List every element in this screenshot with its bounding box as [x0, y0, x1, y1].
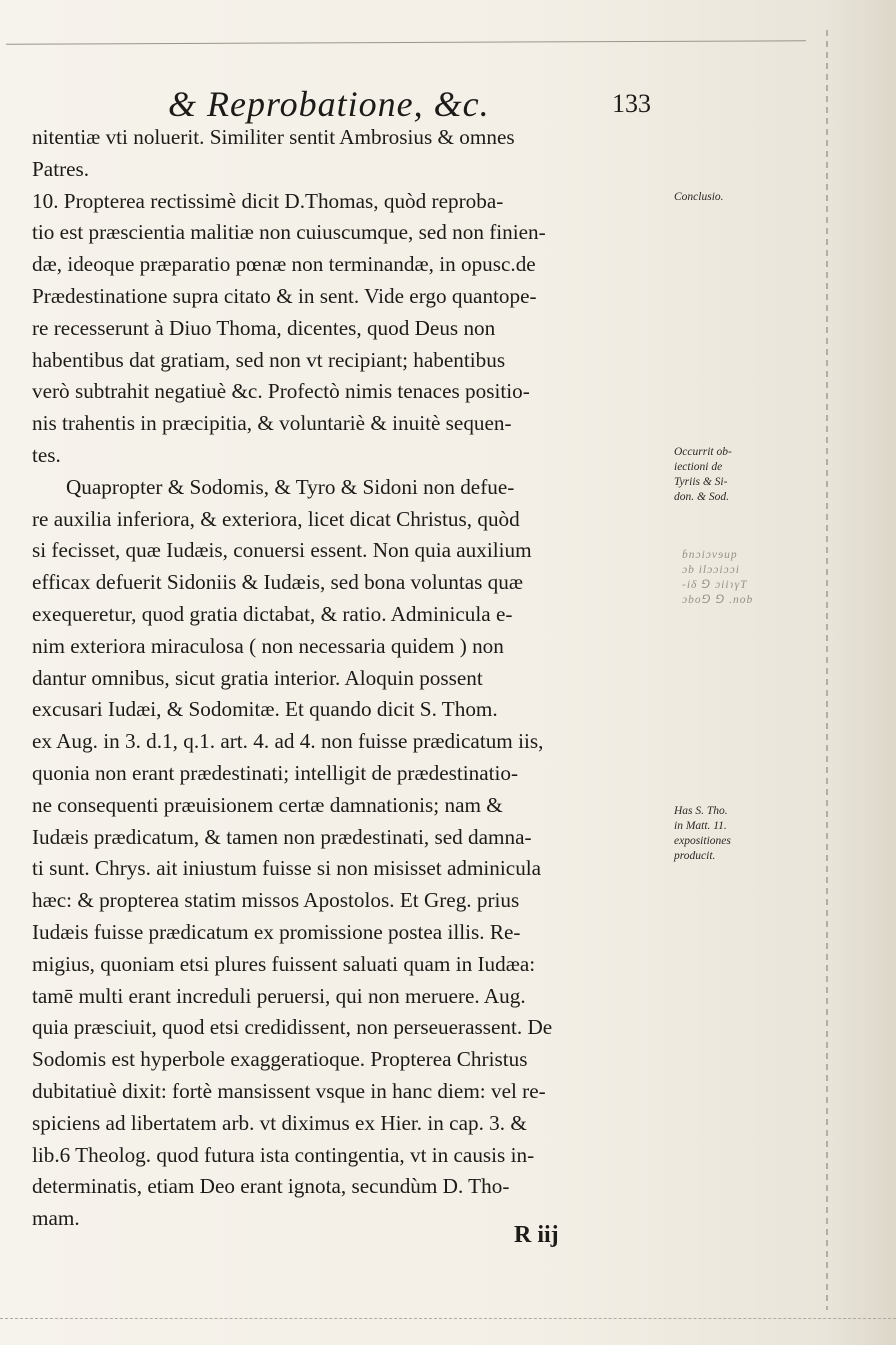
text-line: re auxilia inferiora, & exteriora, licet dicat Christus, quòd — [32, 506, 520, 531]
text-line: nis trahentis in præcipitia, & voluntariè & inuitè sequen- — [32, 411, 512, 436]
text-line: 10. Propterea rectissimè dicit D.Thomas, quòd reproba- — [32, 188, 504, 213]
signature-mark: R iij — [514, 1222, 559, 1248]
margin-note-line: ɔbo⅁ ⅁ .nob — [682, 594, 754, 606]
margin-note-line: expositiones — [674, 835, 731, 847]
text-line: determinatis, etiam Deo erant ignota, secundùm D. Tho- — [32, 1174, 510, 1199]
text-line: dubitatiuè dixit: fortè mansissent vsque in hanc diem: vel re- — [32, 1078, 546, 1103]
margin-note-line: Conclusio. — [674, 191, 724, 203]
text-line: spiciens ad libertatem arb. vt diximus ex Hier. in cap. 3. & — [32, 1110, 527, 1135]
running-head: & Reprobatione, &c. — [168, 84, 490, 124]
margin-note-conclusio — [674, 190, 802, 205]
margin-note-line: -iδ ⅁ ɔiiɿγT — [682, 579, 748, 591]
margin-note-line: producit. — [674, 850, 716, 862]
text-line: ex Aug. in 3. d.1, q.1. art. 4. ad 4. non fuisse prædicatum iis, — [32, 729, 544, 754]
binding-edge — [826, 30, 828, 1310]
text-line: hæc: & propterea statim missos Apostolos. Et Greg. prius — [32, 888, 520, 913]
bottom-edge — [0, 1318, 896, 1319]
text-line: verò subtrahit negatiuè &c. Profectò nimis tenaces positio- — [32, 379, 530, 404]
text-line: Patres. — [32, 156, 90, 181]
margin-note-line: in Matt. 11. — [674, 820, 727, 832]
text-line: re recesserunt à Diuo Thoma, dicentes, quod Deus non — [32, 315, 496, 340]
text-line: si fecisset, quæ Iudæis, conuersi essent. Non quia auxilium — [32, 538, 532, 563]
text-line: efficax defuerit Sidoniis & Iudæis, sed bona voluntas quæ — [32, 570, 523, 595]
margin-note-occurrit — [674, 445, 802, 505]
page-number: 133 — [612, 89, 651, 118]
text-line: excusari Iudæi, & Sodomitæ. Et quando dicit S. Thom. — [32, 697, 498, 722]
margin-note-line: ɔb ilɔɔiɔɔi — [682, 564, 740, 576]
text-line: dæ, ideoque præparatio pœnæ non terminandæ, in opusc.de — [32, 252, 536, 277]
text-line: dantur omnibus, sicut gratia interior. Aloquin possent — [32, 665, 483, 690]
text-line: quonia non erant prædestinati; intelligit de prædestinatio- — [32, 760, 519, 785]
text-line: tio est præscientia malitiæ non cuiuscumque, sed non finien- — [32, 220, 546, 245]
text-line: Prædestinatione supra citato & in sent. Vide ergo quantope- — [32, 283, 537, 308]
text-line: ti sunt. Chrys. ait iniustum fuisse si non misisset adminicula — [32, 856, 542, 881]
text-line: ne consequenti præuisionem certæ damnationis; nam & — [32, 792, 503, 817]
text-line: Sodomis est hyperbole exaggeratioque. Propterea Christus — [32, 1047, 528, 1072]
margin-note-line: iectioni de — [674, 461, 723, 473]
text-line: Quapropter & Sodomis, & Tyro & Sidoni non defue- — [66, 474, 515, 499]
body-text — [32, 122, 672, 1235]
top-rule — [6, 40, 806, 44]
text-line: tes. — [32, 442, 61, 467]
text-line: tamē multi erant increduli peruersi, qui non meruere. Aug. — [32, 983, 526, 1008]
margin-note-line: Has S. Tho. — [674, 805, 728, 817]
text-line: migius, quoniam etsi plures fuissent saluati quam in Iudæa: — [32, 951, 536, 976]
text-line: Iudæis fuisse prædicatum ex promissione postea illis. Re- — [32, 919, 521, 944]
margin-note-show-through — [682, 548, 810, 608]
text-line: Iudæis prædicatum, & tamen non prædestinati, sed damna- — [32, 824, 532, 849]
margin-note-has-s-tho — [674, 804, 802, 864]
text-line: quia præsciuit, quod etsi credidissent, non perseuerassent. De — [32, 1015, 553, 1040]
margin-note-line: don. & Sod. — [674, 491, 729, 503]
text-line: nitentiæ vti noluerit. Similiter sentit Ambrosius & omnes — [32, 125, 515, 149]
text-line: mam. — [32, 1206, 80, 1231]
margin-note-line: Tyriis & Si- — [674, 476, 728, 488]
margin-note-line: Occurrit ob- — [674, 446, 732, 458]
text-line: nim exteriora miraculosa ( non necessaria quidem ) non — [32, 633, 504, 658]
text-line: lib.6 Theolog. quod futura ista contingentia, vt in causis in- — [32, 1142, 535, 1167]
text-line: habentibus dat gratiam, sed non vt recipiant; habentibus — [32, 347, 506, 372]
margin-note-line: ɓnɔiɔvɘup — [682, 549, 738, 561]
text-line: exequeretur, quod gratia dictabat, & ratio. Adminicula e- — [32, 601, 513, 626]
